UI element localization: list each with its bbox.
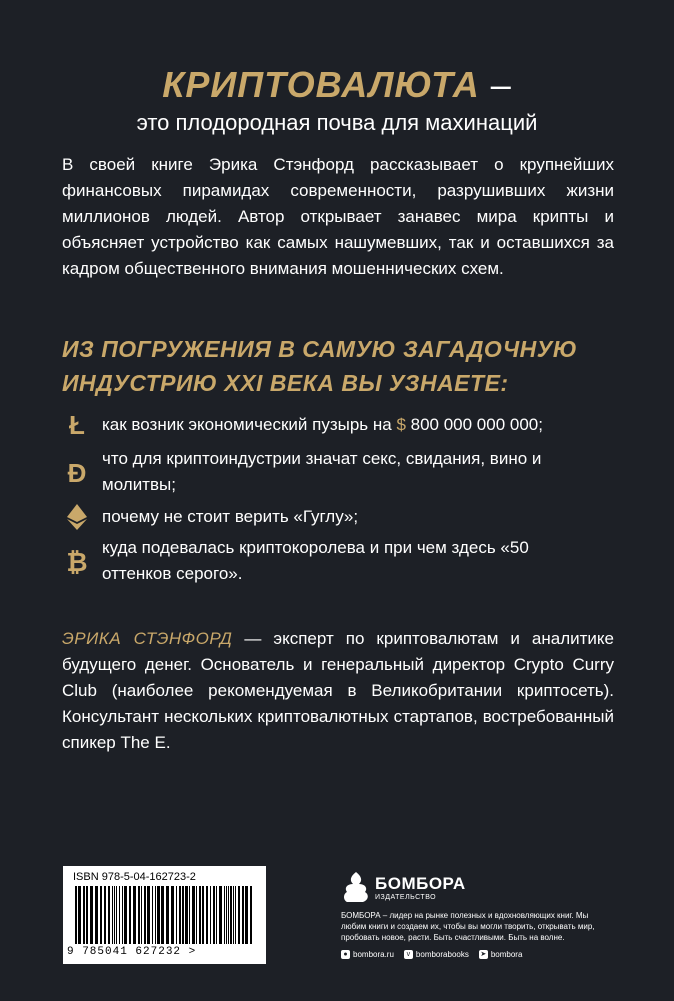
barcode-bar (182, 886, 184, 944)
barcode-bar (157, 886, 160, 944)
barcode-digits: 9 785041 627232 > (67, 946, 197, 958)
bullet-text (102, 412, 602, 438)
barcode-bar (100, 886, 102, 944)
barcode-bar (166, 886, 169, 944)
barcode-bar (171, 886, 174, 944)
barcode-bar (196, 886, 197, 944)
barcode-bar (233, 886, 234, 944)
barcode-bar (161, 886, 164, 944)
barcode-bar (245, 886, 248, 944)
social-telegram-label: bombora (490, 950, 523, 959)
barcode-bar (199, 886, 201, 944)
barcode-bar (242, 886, 244, 944)
barcode-bar (176, 886, 177, 944)
barcode-bar (224, 886, 225, 944)
barcode-bar (144, 886, 146, 944)
barcode-bar (228, 886, 229, 944)
barcode-bar (138, 886, 140, 944)
barcode-bar (210, 886, 211, 944)
isbn-barcode-box (63, 866, 266, 964)
bombora-logo-icon (341, 870, 371, 904)
barcode-bar (114, 886, 115, 944)
bitcoin-icon: ₿ (66, 547, 88, 577)
barcode-bar (78, 886, 81, 944)
headline-dash: – (479, 64, 512, 105)
bullet-text: почему не стоит верить «Гуглу»; (102, 507, 359, 526)
barcode-bar (238, 886, 240, 944)
learn-heading: ИЗ ПОГРУЖЕНИЯ В САМУЮ ЗАГАДОЧНУЮ ИНДУСТРИЮ XXI ВЕКА ВЫ УЗНАЕТЕ: (62, 336, 578, 396)
barcode-bar (152, 886, 153, 944)
barcode-bar (230, 886, 232, 944)
telegram-icon: ➤ (480, 951, 487, 958)
social-site[interactable] (341, 950, 394, 959)
dollar-sign: $ (396, 415, 406, 434)
globe-icon: ● (341, 950, 350, 959)
barcode-bar (250, 886, 252, 944)
author-bio (62, 626, 614, 756)
barcode-bar (155, 886, 156, 944)
barcode-bar (192, 886, 195, 944)
barcode-bar (116, 886, 117, 944)
social-vk[interactable] (404, 950, 469, 959)
barcode-bar (122, 886, 123, 944)
bullet-text: куда подевалась криптокоролева и при чем здесь «50 оттенков серого». (102, 538, 529, 583)
barcode-bar (129, 886, 131, 944)
barcode-bar (189, 886, 190, 944)
social-links (341, 950, 611, 959)
litecoin-icon: Ł (69, 410, 85, 440)
barcode-bar (86, 886, 88, 944)
headline-main: КРИПТОВАЛЮТА (162, 64, 480, 105)
barcode-bar (75, 886, 77, 944)
barcode-bar (216, 886, 217, 944)
social-telegram[interactable] (479, 950, 523, 959)
barcode-bar (90, 886, 93, 944)
barcode-bar (179, 886, 181, 944)
publisher-name: БОМБОРА (375, 874, 466, 893)
barcode-bar (104, 886, 106, 944)
barcode-bar (206, 886, 208, 944)
barcode-bar (202, 886, 204, 944)
barcode-bar (112, 886, 113, 944)
publisher-description: БОМБОРА – лидер на рынке полезных и вдохновляющих книг. Мы любим книги и создаем их, чтобы вы могли творить, открывать мир, пробовать новое, расти. Быть счастливыми. Быть на волне. (341, 911, 595, 942)
bullet-text-after: 800 000 000 000; (405, 415, 543, 434)
author-name: ЭРИКА СТЭНФОРД (62, 629, 233, 648)
bullet-text-before: как возник экономический пузырь на (102, 415, 397, 434)
publisher-sub: ИЗДАТЕЛЬСТВО (375, 894, 437, 901)
barcode-bar (213, 886, 215, 944)
intro-paragraph: В своей книге Эрика Стэнфорд рассказывает о крупнейших финансовых пирамидах современности, разрушивших жизни миллионов людей. Автор открывает занавес мира крипты и объясняет устройство как самых нашумевших, так и оставшихся за кадром общественного внимания мошеннических схем. (62, 155, 614, 278)
title-block (0, 64, 674, 138)
dogecoin-icon: Ð (67, 458, 87, 488)
barcode-bar (119, 886, 120, 944)
social-vk-label: bomborabooks (415, 950, 469, 959)
barcode-bar (95, 886, 98, 944)
barcode-bar (235, 886, 236, 944)
barcode (73, 886, 256, 944)
social-site-label: bombora.ru (353, 950, 394, 959)
barcode-bar (147, 886, 150, 944)
headline (0, 64, 674, 106)
barcode-bar (133, 886, 136, 944)
bullet-text: что для криптоиндустрии значат секс, свидания, вино и молитвы; (102, 449, 542, 494)
barcode-bar (83, 886, 85, 944)
isbn-label: ISBN 978-5-04-162723-2 (73, 871, 196, 883)
barcode-bar (226, 886, 227, 944)
barcode-bar (141, 886, 142, 944)
barcode-bar (108, 886, 110, 944)
barcode-bar (185, 886, 188, 944)
barcode-bar (124, 886, 127, 944)
ethereum-icon (62, 504, 92, 534)
subtitle: это плодородная почва для махинаций (136, 110, 538, 135)
author-bio-text: — эксперт по криптовалютам и аналитике будущего денег. Основатель и генеральный директор Crypto Curry Club (наиболее рекомендуемая в Великобритании криптосеть). Консультант нескольких криптовалютных стартапов, востребованный спикер The E. (62, 629, 615, 752)
vk-icon: v (404, 950, 413, 959)
barcode-bar (219, 886, 222, 944)
